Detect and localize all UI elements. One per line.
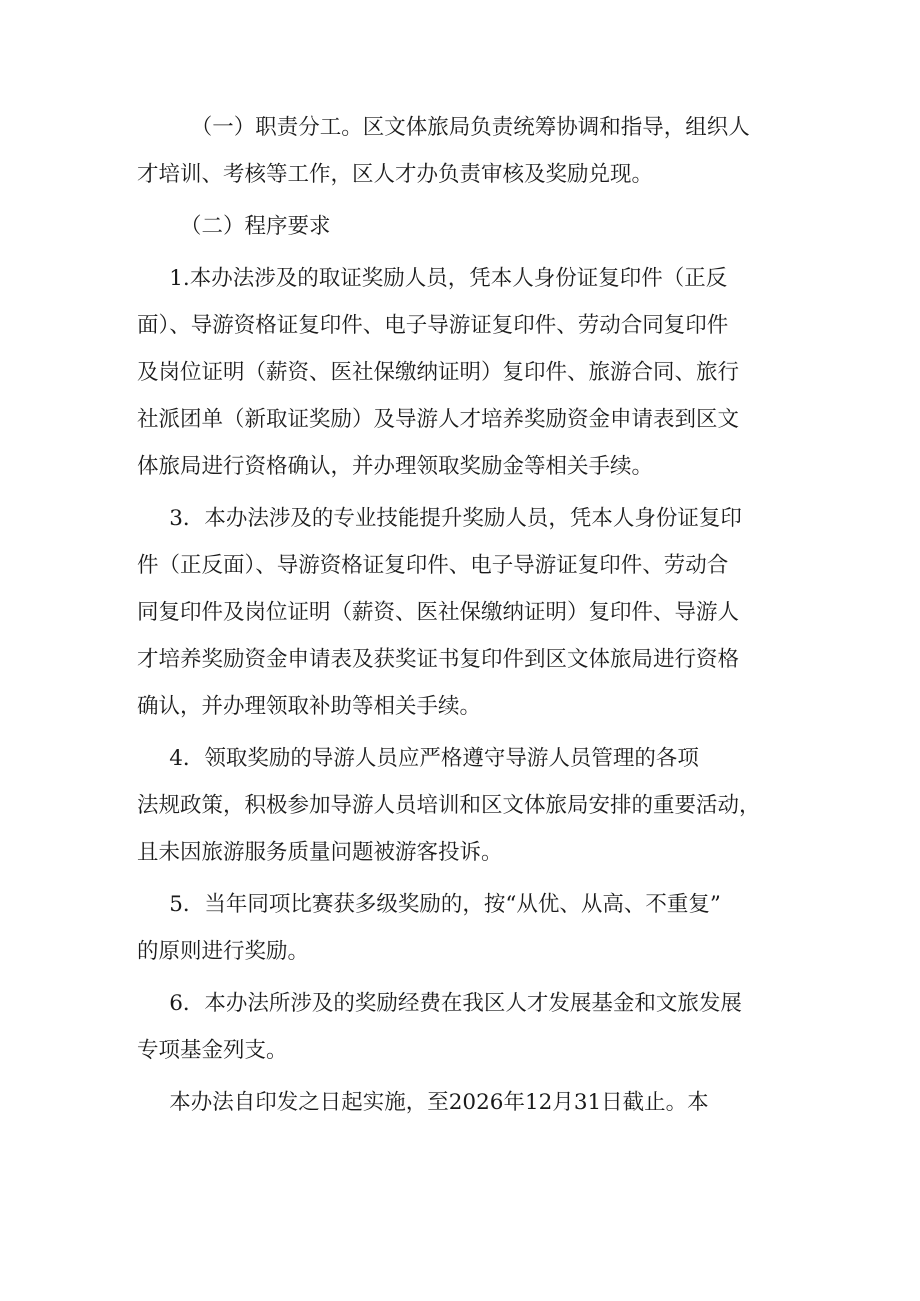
text-line: 体旅局进行资格确认，并办理领取奖励金等相关手续。: [137, 454, 654, 479]
paragraph-responsibilities: [137, 104, 800, 198]
text-line: 本办法自印发之日起实施，至2026年12月31日截止。本: [169, 1090, 709, 1115]
text-line: （一）职责分工。区文体旅局负责统筹协调和指导，组织人: [190, 115, 750, 140]
paragraph-item-4: [137, 735, 800, 876]
text-line: 才培养奖励资金申请表及获奖证书复印件到区文体旅局进行资格: [137, 647, 740, 672]
section-heading-procedures: [137, 203, 800, 250]
text-line: 法规政策，积极参加导游人员培训和区文体旅局安排的重要活动，: [137, 793, 761, 818]
paragraph-item-3: [137, 495, 800, 730]
text-line: 6．本办法所涉及的奖励经费在我区人才发展基金和文旅发展: [169, 991, 742, 1016]
text-line: （二）程序要求: [180, 214, 331, 239]
text-line: 同复印件及岗位证明（薪资、医社保缴纳证明）复印件、导游人: [137, 600, 740, 625]
text-line: 5．当年同项比赛获多级奖励的，按“从优、从高、不重复”: [169, 892, 721, 917]
text-line: 确认，并办理领取补助等相关手续。: [137, 694, 482, 719]
paragraph-effective-date: [137, 1079, 800, 1126]
paragraph-item-1: [137, 255, 800, 490]
text-line: 才培训、考核等工作，区人才办负责审核及奖励兑现。: [137, 162, 654, 187]
text-line: 的原则进行奖励。: [137, 939, 310, 964]
text-line: 件（正反面）、导游资格证复印件、电子导游证复印件、劳动合: [137, 553, 729, 578]
text-line: 社派团单（新取证奖励）及导游人才培养奖励资金申请表到区文: [137, 407, 740, 432]
text-line: 面）、导游资格证复印件、电子导游证复印件、劳动合同复印件: [137, 313, 729, 338]
text-line: 专项基金列支。: [137, 1038, 288, 1063]
text-line: 4．领取奖励的导游人员应严格遵守导游人员管理的各项: [169, 746, 699, 771]
paragraph-item-5: [137, 881, 800, 975]
text-line: 3．本办法涉及的专业技能提升奖励人员，凭本人身份证复印: [169, 506, 742, 531]
paragraph-item-6: [137, 980, 800, 1074]
text-line: 1.本办法涉及的取证奖励人员，凭本人身份证复印件（正反: [169, 266, 728, 291]
text-line: 及岗位证明（薪资、医社保缴纳证明）复印件、旅游合同、旅行: [137, 360, 740, 385]
text-line: 且未因旅游服务质量问题被游客投诉。: [137, 840, 503, 865]
